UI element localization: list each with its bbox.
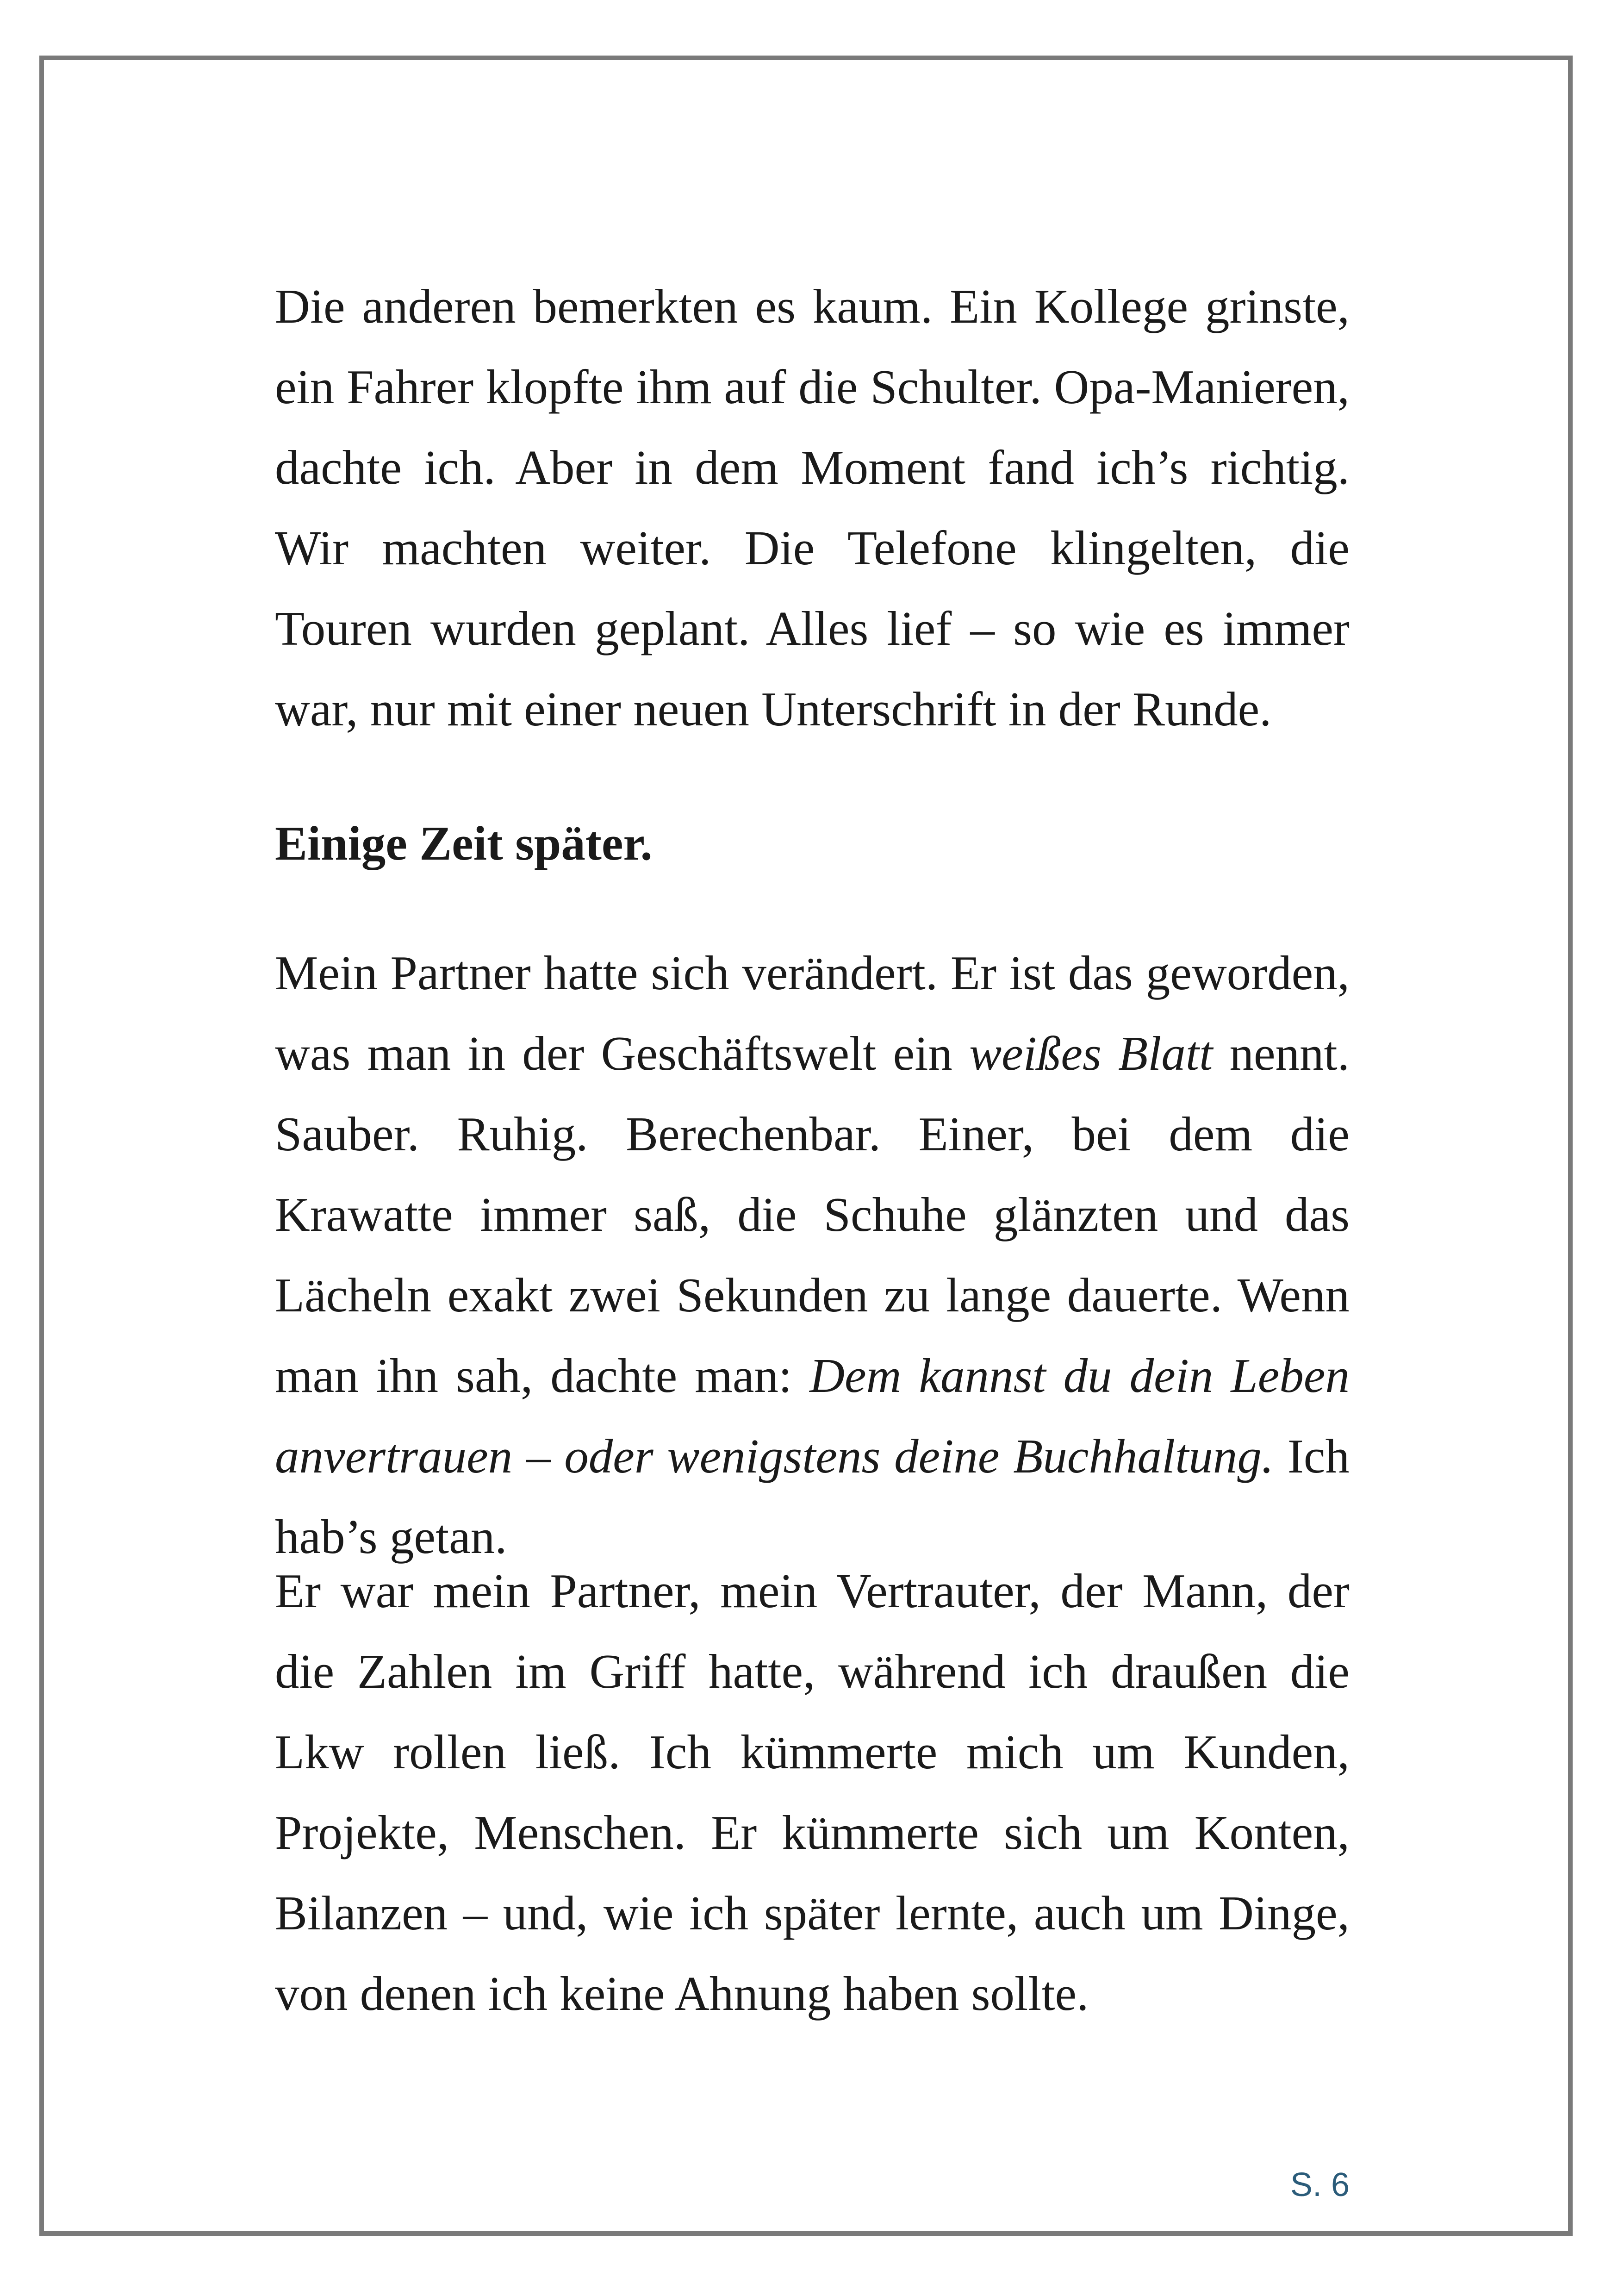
paragraph-3 [275, 1551, 1350, 2034]
page-number: S. 6 [1290, 2166, 1350, 2203]
section-heading [275, 803, 1350, 884]
section-heading-text: Einige Zeit später. [275, 816, 653, 870]
paragraph-2-italic2: Dem kannst du dein Leben anvertrauen – oder wenigstens deine Buchhaltung. [275, 1348, 1350, 1483]
paragraph-2-italic1: weißes Blatt [969, 1026, 1213, 1080]
paragraph-1-text: Die anderen bemerkten es kaum. Ein Kollege grinste, ein Fahrer klopfte ihm auf die Schulter. Opa-Manieren, dachte ich. Aber in dem Moment fand ich’s richtig. Wir machten weiter. Die Telefone klingelten, die Touren wurden geplant. Alles lief – so wie es immer war, nur mit einer neuen Unterschrift in der Runde. [275, 279, 1350, 736]
paragraph-2 [275, 933, 1350, 1577]
paragraph-2-part2: nennt. Sauber. Ruhig. Berechenbar. Einer, bei dem die Krawatte immer saß, die Schuhe glänzten und das Lächeln exakt zwei Sekunden zu lange dauerte. Wenn man ihn sah, dachte man: [275, 1026, 1350, 1403]
paragraph-1 [275, 266, 1350, 749]
paragraph-2-part1: Mein Partner hatte sich verändert. Er ist das geworden, was man in der Geschäftswelt ein [275, 946, 1350, 1080]
paragraph-3-text: Er war mein Partner, mein Vertrauter, der Mann, der die Zahlen im Griff hatte, während ich draußen die Lkw rollen ließ. Ich kümmerte mich um Kunden, Projekte, Menschen. Er kümmerte sich um Konten, Bilanzen – und, wie ich später lernte, auch um Dinge, von denen ich keine Ahnung haben sollte. [275, 1564, 1350, 2021]
paragraph-2-text [275, 933, 1350, 1577]
paragraph-2-part3: Ich hab’s getan. [275, 1429, 1350, 1564]
